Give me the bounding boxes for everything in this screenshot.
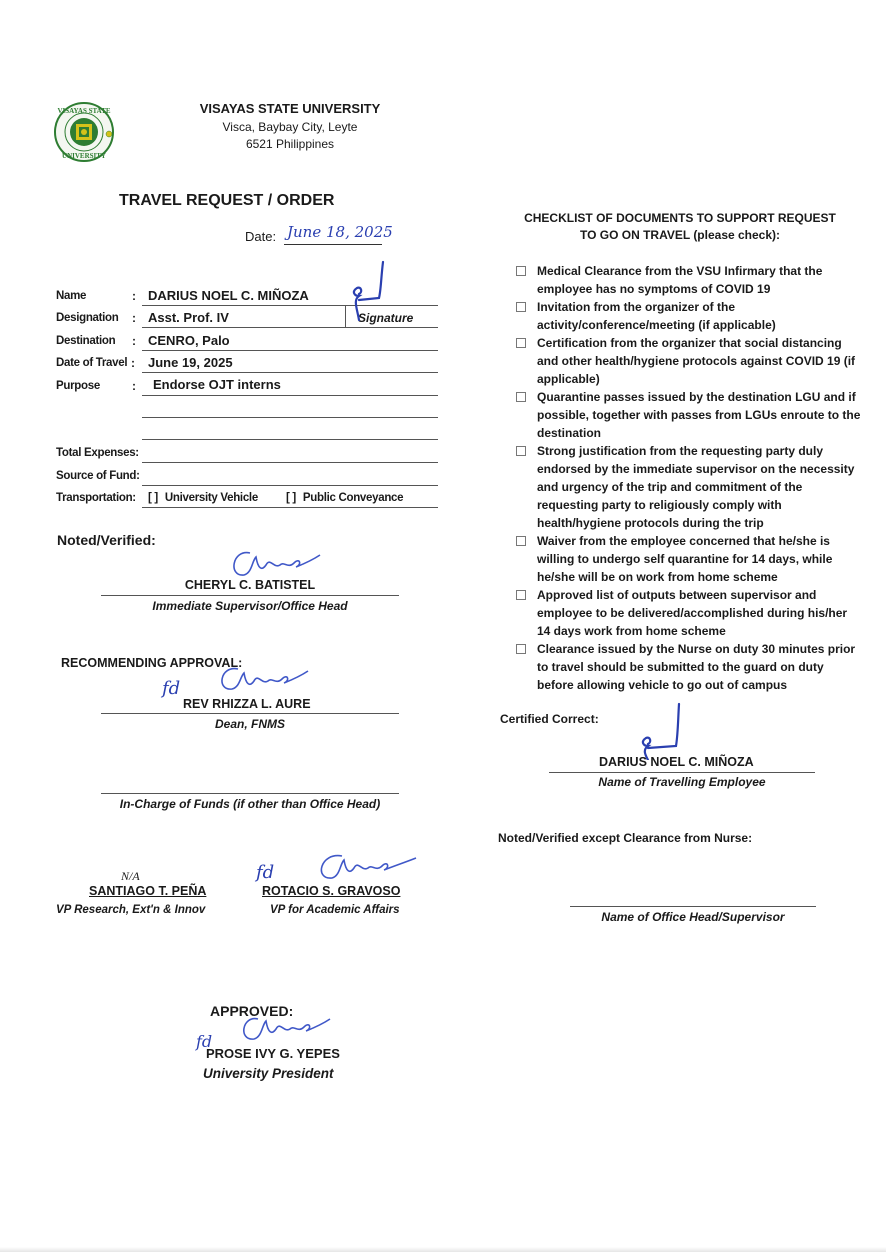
checkbox[interactable] [516, 590, 526, 600]
checklist-item[interactable] [516, 388, 861, 442]
certified-correct-heading: Certified Correct: [500, 712, 599, 726]
checklist-item[interactable] [516, 586, 861, 640]
source-of-fund-label: Source of Fund: [56, 470, 140, 482]
transport-option-public-conveyance[interactable] [286, 492, 403, 504]
date-field[interactable]: June 18, 2025 [287, 223, 393, 241]
checklist-item-text: Medical Clearance from the VSU Infirmary that the employee has no symptoms of COVID 19 [537, 264, 823, 296]
dean-name: REV RHIZZA L. AURE [183, 697, 311, 711]
university-address [160, 119, 420, 153]
date-label: Date: [245, 229, 277, 244]
vp-research-name: SANTIAGO T. PEÑA [89, 884, 207, 898]
name-field[interactable]: DARIUS NOEL C. MIÑOZA [148, 288, 309, 303]
in-charge-funds-signature-line[interactable] [101, 793, 399, 794]
date-of-travel-label: Date of Travel [56, 357, 128, 369]
checkbox[interactable] [516, 644, 526, 654]
svg-text:VISAYAS STATE: VISAYAS STATE [57, 107, 111, 115]
vp-research-role: VP Research, Ext'n & Innov [56, 904, 206, 916]
colon: : [132, 289, 136, 303]
colon: : [132, 379, 136, 393]
checklist-title-line1: CHECKLIST OF DOCUMENTS TO SUPPORT REQUEST [524, 211, 836, 225]
vp-academic-signature-icon [308, 850, 418, 886]
checklist-item[interactable] [516, 298, 861, 334]
designation-label: Designation [56, 312, 119, 324]
office-head-role: Name of Office Head/Supervisor [601, 910, 785, 924]
vp-academic-name: ROTACIO S. GRAVOSO [262, 884, 401, 898]
purpose-extra-line[interactable] [142, 439, 438, 440]
checklist-item-text: Waiver from the employee concerned that he/she is willing to undergo self quarantine for 14 days, while he/she will be on work from home scheme [537, 534, 833, 584]
checklist-item-text: Certification from the organizer that social distancing and other health/hygiene protocols against COVID 19 (if applicable) [537, 336, 856, 386]
vp-academic-role: VP for Academic Affairs [270, 904, 400, 916]
checklist-title [510, 210, 850, 244]
total-expenses-field[interactable] [142, 462, 438, 463]
option-label: Public Conveyance [302, 492, 404, 504]
checklist-item-text: Quarantine passes issued by the destination LGU and if possible, together with passes from LGUs enroute to the destination [537, 390, 861, 440]
supervisor-role: Immediate Supervisor/Office Head [152, 599, 348, 613]
university-name: VISAYAS STATE UNIVERSITY [199, 101, 381, 116]
vp-research-na: N/A [121, 869, 140, 883]
checkbox[interactable] [516, 266, 526, 276]
checklist-item[interactable] [516, 262, 861, 298]
svg-text:UNIVERSITY: UNIVERSITY [62, 152, 106, 160]
purpose-label: Purpose [56, 380, 100, 392]
colon: : [131, 356, 135, 370]
university-seal-icon [49, 101, 119, 163]
address-line-1: Visca, Baybay City, Leyte [222, 120, 358, 134]
travelling-employee-role: Name of Travelling Employee [598, 775, 766, 789]
designation-field[interactable]: Asst. Prof. IV [148, 310, 229, 325]
form-title: TRAVEL REQUEST / ORDER [119, 192, 335, 209]
dean-initials: fd [162, 678, 181, 699]
name-label: Name [56, 290, 87, 302]
checklist-item-text: Invitation from the organizer of the activity/conference/meeting (if applicable) [537, 300, 776, 332]
checkbox[interactable] [516, 392, 526, 402]
dean-role: Dean, FNMS [214, 717, 285, 731]
checklist-item-text: Clearance issued by the Nurse on duty 30 minutes prior to travel should be submitted to the guard on duty before allowing vehicle to go out of campus [537, 642, 856, 692]
checkbox[interactable] [516, 302, 526, 312]
checklist [516, 262, 861, 694]
checkbox-public-conveyance[interactable]: [ ] [286, 492, 296, 504]
option-label: University Vehicle [164, 492, 258, 504]
page-edge [0, 1247, 886, 1252]
colon: : [132, 334, 136, 348]
employee-certify-signature-icon [632, 700, 692, 760]
address-line-2: 6521 Philippines [245, 137, 335, 151]
signature-divider [345, 305, 346, 327]
transport-option-university-vehicle[interactable] [148, 492, 258, 504]
checklist-item[interactable] [516, 442, 861, 532]
noted-verified-heading: Noted/Verified: [57, 532, 156, 548]
checkbox[interactable] [516, 446, 526, 456]
supervisor-name: CHERYL C. BATISTEL [184, 578, 316, 592]
transportation-label: Transportation: [56, 492, 136, 504]
signature-label: Signature [358, 311, 414, 325]
checkbox[interactable] [516, 536, 526, 546]
checkbox-university-vehicle[interactable]: [ ] [148, 492, 158, 504]
destination-field[interactable]: CENRO, Palo [148, 333, 230, 348]
colon: : [132, 311, 136, 325]
travelling-employee-name: DARIUS NOEL C. MIÑOZA [599, 755, 754, 769]
date-of-travel-field[interactable]: June 19, 2025 [148, 355, 233, 370]
recommending-approval-heading: RECOMMENDING APPROVAL: [61, 656, 243, 670]
destination-label: Destination [56, 335, 116, 347]
checklist-item-text: Approved list of outputs between supervisor and employee to be delivered/accomplished during his/her 14 days work from home scheme [537, 588, 848, 638]
vp-academic-initials: fd [256, 862, 275, 883]
president-initials: fd [196, 1032, 213, 1051]
office-head-signature-line[interactable] [570, 906, 816, 907]
purpose-extra-line[interactable] [142, 417, 438, 418]
president-name: PROSE IVY G. YEPES [206, 1046, 340, 1061]
total-expenses-label: Total Expenses: [56, 447, 139, 459]
checklist-item[interactable] [516, 532, 861, 586]
checklist-item-text: Strong justification from the requesting party duly endorsed by the immediate supervisor on the necessity and urgency of the trip and commitment of the requesting party to religiously comply with health/hygiene protocols during the trip [537, 444, 855, 530]
source-of-fund-field[interactable] [142, 485, 438, 486]
noted-except-heading: Noted/Verified except Clearance from Nurse: [498, 831, 753, 845]
checkbox[interactable] [516, 338, 526, 348]
checklist-title-line2: TO GO ON TRAVEL (please check): [579, 228, 781, 242]
president-role: University President [203, 1066, 334, 1081]
checklist-item[interactable] [516, 334, 861, 388]
in-charge-funds-role: In-Charge of Funds (if other than Office Head) [119, 797, 381, 811]
approved-heading: APPROVED: [210, 1003, 294, 1019]
purpose-field[interactable]: Endorse OJT interns [153, 377, 281, 392]
checklist-item[interactable] [516, 640, 861, 694]
